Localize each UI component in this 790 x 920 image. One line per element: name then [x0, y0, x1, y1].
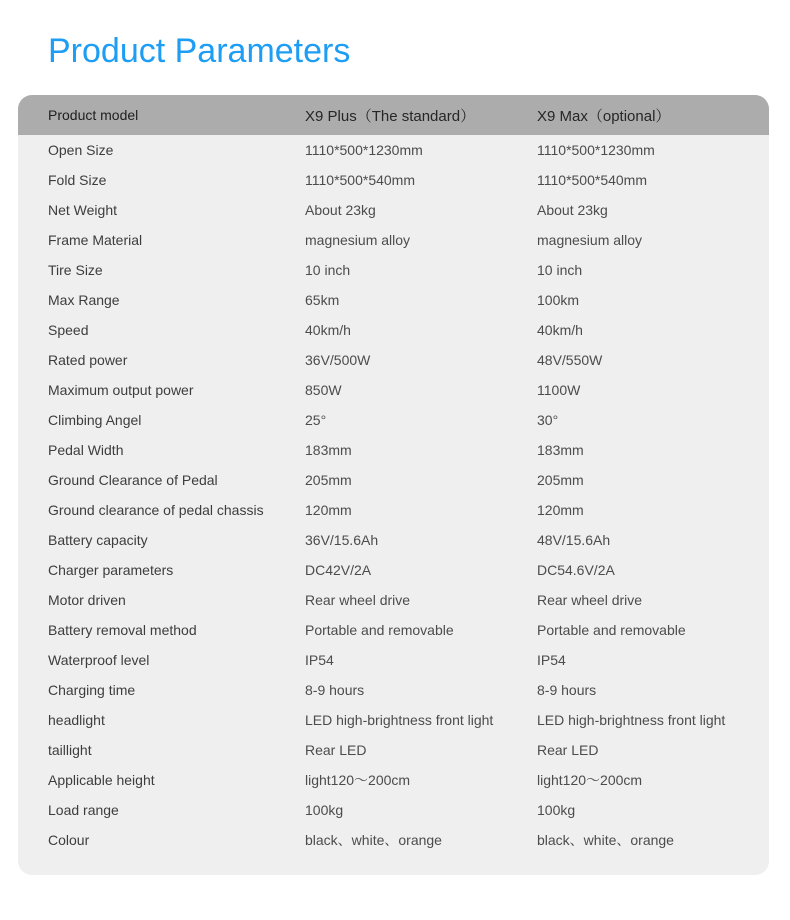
row-label: Ground clearance of pedal chassis — [48, 502, 264, 518]
value-x9-max: IP54 — [537, 652, 566, 668]
value-x9-plus: 25° — [305, 412, 327, 428]
value-x9-plus: 8-9 hours — [305, 682, 365, 698]
value-x9-plus: IP54 — [305, 652, 334, 668]
value-x9-plus: 10 inch — [305, 262, 351, 278]
table-row — [18, 675, 769, 705]
table-header-row — [18, 95, 769, 135]
value-x9-plus: magnesium alloy — [305, 232, 411, 248]
row-label: Battery capacity — [48, 532, 148, 548]
value-x9-plus: 65km — [305, 292, 340, 308]
table-row — [18, 345, 769, 375]
table-row — [18, 255, 769, 285]
table-row — [18, 555, 769, 585]
value-x9-plus: 1110*500*540mm — [305, 172, 416, 188]
row-label: taillight — [48, 742, 92, 758]
value-x9-plus: light120～200cm — [305, 772, 411, 788]
row-label: Colour — [48, 832, 90, 848]
table-row — [18, 795, 769, 825]
value-x9-max: Rear wheel drive — [537, 592, 643, 608]
table-row — [18, 225, 769, 255]
table-row — [18, 195, 769, 225]
value-x9-max: 48V/15.6Ah — [537, 532, 611, 548]
table-row — [18, 435, 769, 465]
value-x9-max: 183mm — [537, 442, 584, 458]
value-x9-plus: 100kg — [305, 802, 344, 818]
row-label: Charger parameters — [48, 562, 174, 578]
table-row — [18, 705, 769, 735]
value-x9-max: 120mm — [537, 502, 584, 518]
value-x9-plus: Portable and removable — [305, 622, 454, 638]
row-label: Climbing Angel — [48, 412, 142, 428]
table-row — [18, 165, 769, 195]
row-label: Tire Size — [48, 262, 103, 278]
table-row — [18, 405, 769, 435]
value-x9-plus: About 23kg — [305, 202, 376, 218]
table-row — [18, 375, 769, 405]
page-title: Product Parameters — [48, 32, 351, 70]
value-x9-max: 1110*500*1230mm — [537, 142, 655, 158]
table-row — [18, 735, 769, 765]
row-label: Ground Clearance of Pedal — [48, 472, 218, 488]
row-label: Load range — [48, 802, 119, 818]
value-x9-max: magnesium alloy — [537, 232, 643, 248]
row-label: Pedal Width — [48, 442, 124, 458]
row-label: Applicable height — [48, 772, 155, 788]
row-label: Speed — [48, 322, 89, 338]
table-row — [18, 285, 769, 315]
value-x9-max: black、white、orange — [537, 832, 674, 848]
value-x9-max: 100km — [537, 292, 580, 308]
table-body — [18, 135, 769, 855]
row-label: Maximum output power — [48, 382, 194, 398]
row-label: Battery removal method — [48, 622, 197, 638]
row-label: Net Weight — [48, 202, 117, 218]
value-x9-max: 30° — [537, 412, 559, 428]
value-x9-plus: 40km/h — [305, 322, 351, 338]
value-x9-plus: Rear LED — [305, 742, 367, 758]
value-x9-plus: black、white、orange — [305, 832, 442, 848]
table-row — [18, 525, 769, 555]
value-x9-max: 40km/h — [537, 322, 583, 338]
value-x9-max: 1110*500*540mm — [537, 172, 648, 188]
value-x9-max: 1100W — [537, 382, 581, 398]
table-row — [18, 585, 769, 615]
table-row — [18, 765, 769, 795]
row-label: headlight — [48, 712, 105, 728]
value-x9-plus: 120mm — [305, 502, 352, 518]
row-label: Open Size — [48, 142, 114, 158]
value-x9-max: LED high-brightness front light — [537, 712, 726, 728]
row-label: Fold Size — [48, 172, 107, 188]
row-label: Waterproof level — [48, 652, 150, 668]
value-x9-max: Rear LED — [537, 742, 599, 758]
table-row — [18, 645, 769, 675]
row-label: Motor driven — [48, 592, 126, 608]
value-x9-max: Portable and removable — [537, 622, 686, 638]
header-x9-plus: X9 Plus（The standard） — [305, 107, 476, 125]
value-x9-plus: LED high-brightness front light — [305, 712, 494, 728]
value-x9-plus: 36V/15.6Ah — [305, 532, 379, 548]
value-x9-max: 100kg — [537, 802, 576, 818]
value-x9-max: 8-9 hours — [537, 682, 597, 698]
value-x9-max: DC54.6V/2A — [537, 562, 615, 578]
table-row — [18, 615, 769, 645]
table-row — [18, 315, 769, 345]
table-row — [18, 135, 769, 165]
table-row — [18, 825, 769, 855]
value-x9-max: 205mm — [537, 472, 584, 488]
value-x9-max: 48V/550W — [537, 352, 603, 368]
value-x9-plus: Rear wheel drive — [305, 592, 411, 608]
table-row — [18, 465, 769, 495]
header-product-model: Product model — [48, 107, 139, 123]
value-x9-plus: 36V/500W — [305, 352, 371, 368]
row-label: Charging time — [48, 682, 136, 698]
value-x9-plus: 850W — [305, 382, 342, 398]
row-label: Frame Material — [48, 232, 143, 248]
value-x9-max: 10 inch — [537, 262, 583, 278]
value-x9-max: light120～200cm — [537, 772, 643, 788]
header-x9-max: X9 Max（optional） — [537, 107, 671, 125]
parameters-table — [18, 95, 769, 875]
value-x9-plus: 1110*500*1230mm — [305, 142, 423, 158]
row-label: Max Range — [48, 292, 120, 308]
table-row — [18, 495, 769, 525]
row-label: Rated power — [48, 352, 128, 368]
value-x9-plus: 183mm — [305, 442, 352, 458]
value-x9-plus: 205mm — [305, 472, 352, 488]
value-x9-max: About 23kg — [537, 202, 608, 218]
value-x9-plus: DC42V/2A — [305, 562, 372, 578]
